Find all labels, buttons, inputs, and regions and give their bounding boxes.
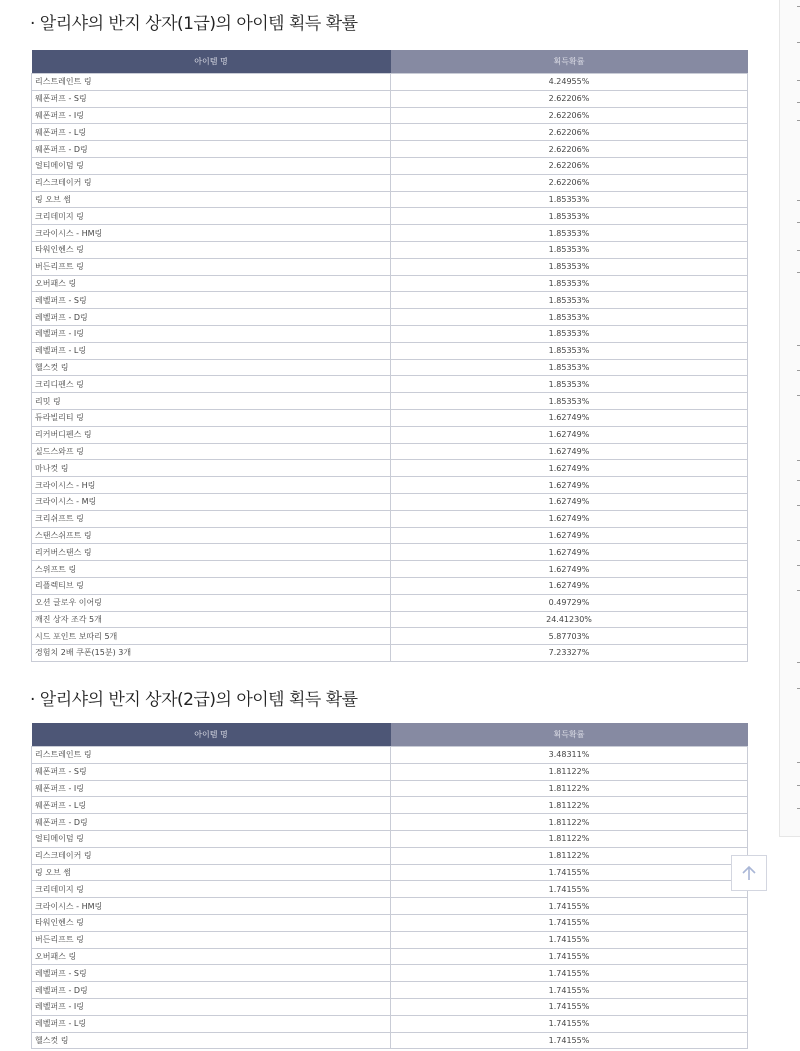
item-name-cell: 리플렉티브 링 [32,577,391,594]
item-name-cell: 리스크테이커 링 [32,847,391,864]
item-name-cell: 버든리프트 링 [32,931,391,948]
item-name-cell: 듀라빌리티 링 [32,409,391,426]
table-row [32,493,748,510]
item-name-cell: 오버패스 링 [32,275,391,292]
table-row [32,157,748,174]
table-row [32,90,748,107]
item-name-cell: 크라이시스 - M링 [32,493,391,510]
column-header-rate: 획득확률 [391,50,748,74]
item-name-cell: 시드 포인트 보따리 5개 [32,628,391,645]
rate-cell: 1.62749% [391,443,748,460]
rate-cell: 1.85353% [391,309,748,326]
rate-cell: 1.62749% [391,477,748,494]
rate-cell: 1.85353% [391,191,748,208]
probability-table-grade1 [31,50,748,662]
item-name-cell: 리스트레인트 링 [32,747,391,764]
arrow-up-icon [740,864,758,882]
item-name-cell: 웨폰퍼프 - L링 [32,797,391,814]
rate-cell: 2.62206% [391,124,748,141]
table-row [32,258,748,275]
item-name-cell: 리스크테이커 링 [32,174,391,191]
rate-cell: 1.85353% [391,342,748,359]
rate-cell: 1.81122% [391,814,748,831]
item-name-cell: 레벨퍼프 - I링 [32,325,391,342]
item-name-cell: 리커버스탠스 링 [32,544,391,561]
item-name-cell: 크리데미지 링 [32,208,391,225]
table-row [32,628,748,645]
side-panel [779,0,800,837]
table-row [32,376,748,393]
rate-cell: 0.49729% [391,594,748,611]
rate-cell: 1.85353% [391,359,748,376]
rate-cell: 1.74155% [391,914,748,931]
table-row [32,241,748,258]
item-name-cell: 오션 글로우 이어링 [32,594,391,611]
scroll-to-top-button[interactable] [731,855,767,891]
table-row [32,864,748,881]
rate-cell: 1.81122% [391,847,748,864]
item-name-cell: 웨폰퍼프 - L링 [32,124,391,141]
table-row [32,1032,748,1049]
rate-cell: 1.85353% [391,393,748,410]
rate-cell: 1.74155% [391,1032,748,1049]
item-name-cell: 레벨퍼프 - D링 [32,982,391,999]
rate-cell: 1.85353% [391,325,748,342]
table-row [32,998,748,1015]
rate-cell: 3.48311% [391,747,748,764]
rate-cell: 24.41230% [391,611,748,628]
item-name-cell: 웨폰퍼프 - D링 [32,814,391,831]
table-row [32,208,748,225]
table-row [32,594,748,611]
rate-cell: 5.87703% [391,628,748,645]
item-name-cell: 타워인헨스 링 [32,241,391,258]
item-name-cell: 웨폰퍼프 - D링 [32,141,391,158]
table-row [32,342,748,359]
table-row [32,747,748,764]
item-name-cell: 헬스컷 링 [32,359,391,376]
item-name-cell: 타워인헨스 링 [32,914,391,931]
table-row [32,191,748,208]
table-row [32,763,748,780]
item-name-cell: 마나컷 링 [32,460,391,477]
rate-cell: 1.74155% [391,931,748,948]
rate-cell: 1.85353% [391,208,748,225]
table-row [32,1015,748,1032]
table-row [32,982,748,999]
item-name-cell: 크라이시스 - H링 [32,477,391,494]
rate-cell: 1.81122% [391,780,748,797]
table-row [32,124,748,141]
rate-cell: 1.62749% [391,493,748,510]
rate-cell: 1.62749% [391,460,748,477]
item-name-cell: 리커버디펜스 링 [32,426,391,443]
item-name-cell: 웨폰퍼프 - I링 [32,780,391,797]
table-row [32,292,748,309]
rate-cell: 1.74155% [391,1015,748,1032]
table-row [32,611,748,628]
column-header-rate: 획득확률 [391,723,748,747]
item-name-cell: 레벨퍼프 - L링 [32,342,391,359]
rate-cell: 1.74155% [391,982,748,999]
table-row [32,881,748,898]
item-name-cell: 레벨퍼프 - S링 [32,292,391,309]
rate-cell: 2.62206% [391,174,748,191]
item-name-cell: 레벨퍼프 - S링 [32,965,391,982]
rate-cell: 1.62749% [391,544,748,561]
rate-cell: 2.62206% [391,107,748,124]
table-row [32,797,748,814]
rate-cell: 1.74155% [391,948,748,965]
rate-cell: 7.23327% [391,645,748,662]
rate-cell: 1.62749% [391,409,748,426]
table-row [32,325,748,342]
table-row [32,948,748,965]
column-header-item-name: 아이템 명 [32,50,391,74]
table-row [32,107,748,124]
table-row [32,847,748,864]
item-name-cell: 리밋 링 [32,393,391,410]
item-name-cell: 크리쉬프트 링 [32,510,391,527]
item-name-cell: 크리데미지 링 [32,881,391,898]
rate-cell: 1.81122% [391,797,748,814]
rate-cell: 1.74155% [391,965,748,982]
table-row [32,359,748,376]
item-name-cell: 크라이시스 - HM링 [32,225,391,242]
table-row [32,141,748,158]
table-row [32,561,748,578]
table-row [32,577,748,594]
table-row [32,477,748,494]
item-name-cell: 레벨퍼프 - D링 [32,309,391,326]
rate-cell: 2.62206% [391,90,748,107]
rate-cell: 1.81122% [391,830,748,847]
table-row [32,225,748,242]
item-name-cell: 크라이시스 - HM링 [32,898,391,915]
table-row [32,409,748,426]
item-name-cell: 스위프트 링 [32,561,391,578]
rate-cell: 1.74155% [391,881,748,898]
table-row [32,74,748,91]
rate-cell: 1.85353% [391,258,748,275]
table-row [32,275,748,292]
item-name-cell: 깨진 상자 조각 5개 [32,611,391,628]
item-name-cell: 스탠스쉬프트 링 [32,527,391,544]
table-row [32,780,748,797]
rate-cell: 1.62749% [391,561,748,578]
item-name-cell: 웨폰퍼프 - I링 [32,107,391,124]
rate-cell: 1.81122% [391,763,748,780]
rate-cell: 1.85353% [391,376,748,393]
table-row [32,426,748,443]
table-row [32,174,748,191]
rate-cell: 1.74155% [391,998,748,1015]
section-title-grade1: · 알리샤의 반지 상자(1급)의 아이템 획득 확률 [30,14,358,34]
rate-cell: 4.24955% [391,74,748,91]
table-row [32,830,748,847]
probability-table-grade2 [31,723,748,1049]
rate-cell: 1.85353% [391,275,748,292]
table-row [32,814,748,831]
item-name-cell: 웨폰퍼프 - S링 [32,763,391,780]
rate-cell: 1.62749% [391,510,748,527]
rate-cell: 2.62206% [391,141,748,158]
item-name-cell: 링 오브 썸 [32,191,391,208]
table-row [32,443,748,460]
rate-cell: 1.85353% [391,292,748,309]
table-row [32,309,748,326]
item-name-cell: 실드스와프 링 [32,443,391,460]
rate-cell: 1.62749% [391,527,748,544]
item-name-cell: 웨폰퍼프 - S링 [32,90,391,107]
rate-cell: 1.74155% [391,898,748,915]
item-name-cell: 버든리프트 링 [32,258,391,275]
item-name-cell: 얼티메이덤 링 [32,157,391,174]
rate-cell: 1.62749% [391,577,748,594]
item-name-cell: 헬스컷 링 [32,1032,391,1049]
rate-cell: 1.85353% [391,241,748,258]
table-row [32,527,748,544]
rate-cell: 1.62749% [391,426,748,443]
section-title-grade2: · 알리샤의 반지 상자(2급)의 아이템 획득 확률 [30,690,358,710]
table-row [32,460,748,477]
rate-cell: 1.74155% [391,864,748,881]
item-name-cell: 크리디펜스 링 [32,376,391,393]
table-row [32,510,748,527]
table-row [32,898,748,915]
table-row [32,931,748,948]
item-name-cell: 리스트레인트 링 [32,74,391,91]
item-name-cell: 경험치 2배 쿠폰(15분) 3개 [32,645,391,662]
table-row [32,393,748,410]
item-name-cell: 링 오브 썸 [32,864,391,881]
item-name-cell: 얼티메이덤 링 [32,830,391,847]
table-row [32,965,748,982]
table-row [32,544,748,561]
column-header-item-name: 아이템 명 [32,723,391,747]
rate-cell: 2.62206% [391,157,748,174]
item-name-cell: 레벨퍼프 - L링 [32,1015,391,1032]
rate-cell: 1.85353% [391,225,748,242]
item-name-cell: 레벨퍼프 - I링 [32,998,391,1015]
table-row [32,645,748,662]
item-name-cell: 오버패스 링 [32,948,391,965]
table-row [32,914,748,931]
